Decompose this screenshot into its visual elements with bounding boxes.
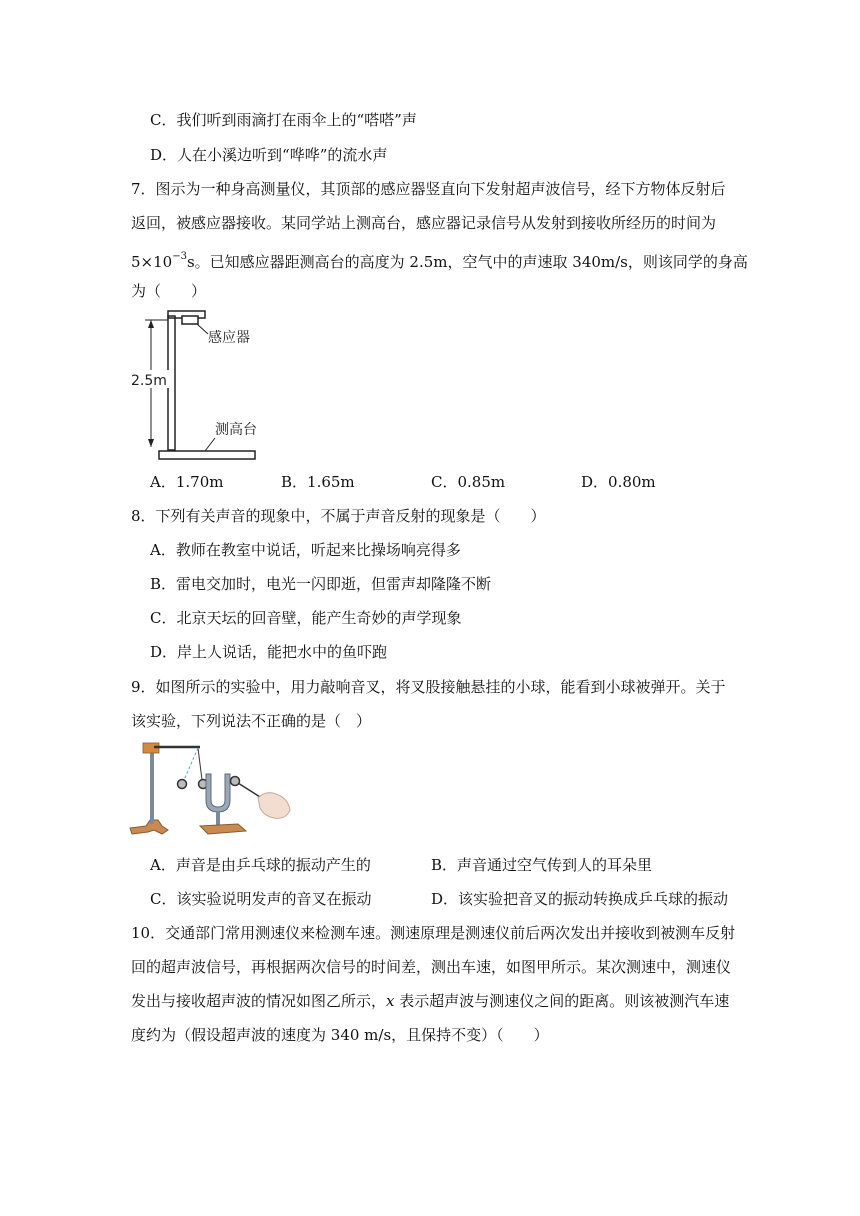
ball-swung-position [178, 780, 187, 789]
q10-stem-line3-b: 表示超声波与测速仪之间的距离。则该被测汽车速 [394, 992, 730, 1010]
q9-stem-line2: 该实验，下列说法不正确的是（ ） [131, 712, 372, 730]
tuning-fork [206, 774, 230, 812]
q10-stem-line3 [131, 991, 729, 1011]
tuning-fork-stem [216, 812, 220, 826]
platform-pointer-line [205, 438, 215, 451]
sensor-label: 感应器 [208, 330, 250, 346]
q7-option-a: A．1.70m [150, 473, 224, 491]
tuning-fork-base [200, 824, 246, 834]
tuning-fork-figure [128, 736, 293, 844]
q8-option-a: A．教师在教室中说话，听起来比操场响亮得多 [150, 541, 461, 559]
q7-stem-line3-rest: 。已知感应器距测高台的高度为 2.5m，空气中的声速取 340m/s，则该同学的身高 [194, 253, 748, 271]
q6-option-c: C．我们听到雨滴打在雨伞上的“嗒嗒”声 [150, 111, 417, 129]
q7-stem-line1: 7．图示为一种身高测量仪，其顶部的感应器竖直向下发射超声波信号，经下方物体反射后 [131, 180, 726, 198]
q8-stem: 8．下列有关声音的现象中，不属于声音反射的现象是（ ） [131, 507, 546, 525]
platform-label: 测高台 [215, 422, 257, 438]
q9-option-a: A．声音是由乒乓球的振动产生的 [150, 856, 371, 874]
q7-time-exponent: −3 [172, 251, 187, 262]
mallet-head [231, 777, 240, 786]
stand-rod [150, 746, 154, 824]
q7-stem-line4: 为（ ） [131, 282, 207, 300]
pendulum-string-swing [184, 748, 198, 780]
q9-stem-line1: 9．如图所示的实验中，用力敲响音叉，将叉股接触悬挂的小球，能看到小球被弹开。关于 [131, 678, 726, 696]
stand-base [130, 820, 168, 834]
height-arrow-up [148, 320, 154, 328]
q8-option-b: B．雷电交加时，电光一闪即逝，但雷声却隆隆不断 [150, 575, 492, 593]
q7-stem-line2: 返回，被感应器接收。某同学站上测高台，感应器记录信号从发射到接收所经历的时间为 [131, 214, 717, 232]
pendulum-string [198, 748, 202, 780]
q10-stem-line2: 回的超声波信号，再根据两次信号的时间差，测出车速，如图甲所示。某次测速中，测速仪 [131, 958, 732, 976]
q9-option-d: D．该实验把音叉的振动转换成乒乓球的振动 [431, 890, 729, 908]
q10-stem-line4: 度约为（假设超声波的速度为 340 m/s，且保持不变）（ ） [131, 1026, 549, 1044]
sensor-pointer-line [197, 324, 208, 334]
q9-option-b: B．声音通过空气传到人的耳朵里 [431, 856, 653, 874]
q10-stem-line1: 10．交通部门常用测速仪来检测车速。测速原理是测速仪前后两次发出并接收到被测车反射 [131, 924, 736, 942]
q7-time-unit: s [186, 253, 195, 271]
q7-time-coefficient: 5×10 [131, 253, 173, 271]
height-arrow-down [148, 439, 154, 447]
q10-variable-x: x [386, 992, 395, 1010]
q10-stem-line3-a: 发出与接收超声波的情况如图乙所示， [131, 992, 387, 1010]
q6-option-d: D．人在小溪边听到“哗哗”的流水声 [150, 146, 388, 164]
height-label: 2.5m [131, 373, 167, 389]
sensor-box [182, 316, 198, 324]
measuring-platform [159, 451, 255, 459]
q9-option-c: C．该实验说明发声的音叉在振动 [150, 890, 372, 908]
q8-option-c: C．北京天坛的回音壁，能产生奇妙的声学现象 [150, 609, 462, 627]
q8-option-d: D．岸上人说话，能把水中的鱼吓跑 [150, 643, 388, 661]
q7-option-d: D．0.80m [581, 473, 656, 491]
q7-stem-line3 [131, 247, 748, 272]
height-meter-pole [168, 316, 175, 450]
q7-option-b: B．1.65m [281, 473, 355, 491]
q7-option-c: C．0.85m [431, 473, 506, 491]
height-meter-figure [125, 306, 265, 466]
hand [258, 793, 290, 819]
